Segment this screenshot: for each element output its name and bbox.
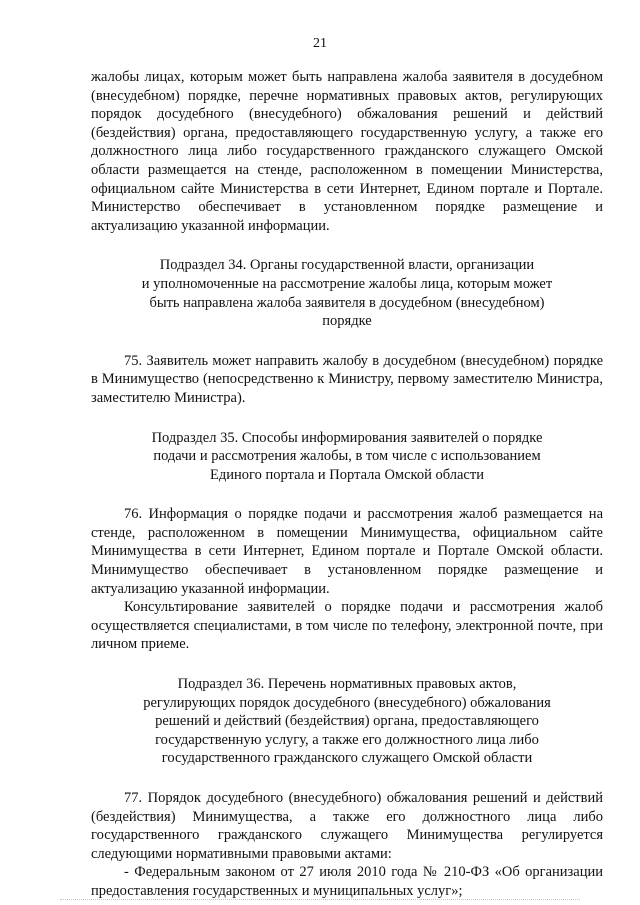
block-spacer xyxy=(91,484,603,505)
subsection-heading xyxy=(91,256,603,330)
heading-line: государственную услугу, а также его должностного лица либо xyxy=(155,731,539,748)
heading-line: Подраздел 34. Органы государственной власти, организации xyxy=(159,257,535,274)
block-spacer xyxy=(91,768,603,789)
body-paragraph: 77. Порядок досудебного (внесудебного) обжалования решений и действий (бездействия) Минимущества, а также его должностного лица либо государственного гражданского служащего Минимущества регулируется следующими нормативными правовыми актами: xyxy=(91,790,603,862)
heading-line: решений и действий (бездействия) органа, предоставляющего xyxy=(155,713,539,730)
heading-line: государственного гражданского служащего Омской области xyxy=(161,750,533,767)
heading-line: Подраздел 36. Перечень нормативных правовых актов, xyxy=(177,676,517,693)
heading-line: подачи и рассмотрения жалобы, в том числе с использованием xyxy=(153,448,541,465)
body-paragraph: 75. Заявитель может направить жалобу в досудебном (внесудебном) порядке в Минимущество (непосредственно к Министру, первому заместителю Министра, заместителю Министра). xyxy=(91,352,603,406)
subsection-heading xyxy=(91,429,603,485)
document-body xyxy=(91,68,603,901)
body-paragraph: - Федеральным законом от 27 июля 2010 года № 210-ФЗ «Об организации предоставления государственных и муниципальных услуг»; xyxy=(91,864,603,899)
heading-line: Подраздел 35. Способы информирования заявителей о порядке xyxy=(151,429,543,446)
page-number: 21 xyxy=(313,36,327,51)
body-paragraph: 76. Информация о порядке подачи и рассмотрения жалоб размещается на стенде, расположенном в помещении Минимущества, официальном сайте Минимущества в сети Интернет, Едином портале и Портале Омской области. Минимущество обеспечивает в установленном порядке размещение и актуализацию указанной информации. xyxy=(91,506,603,597)
block-spacer xyxy=(91,654,603,675)
subsection-heading xyxy=(91,675,603,768)
block-spacer xyxy=(91,331,603,352)
body-paragraph: Консультирование заявителей о порядке подачи и рассмотрения жалоб осуществляется специалистами, в том числе по телефону, электронной почте, при личном приеме. xyxy=(91,599,603,653)
scan-bottom-edge xyxy=(60,899,580,901)
heading-line: и уполномоченные на рассмотрение жалобы лица, которым может xyxy=(141,275,553,292)
block-spacer xyxy=(91,408,603,429)
heading-line: порядке xyxy=(322,313,372,330)
heading-line: Единого портала и Портала Омской области xyxy=(210,466,484,483)
body-paragraph: жалобы лицах, которым может быть направлена жалоба заявителя в досудебном (внесудебном) порядке, перечне нормативных правовых актов, регулирующих порядок досудебного (внесудебного) обжалования решений и действий (бездействия) органа, предоставляющего государственную услугу, а также его должностного лица либо государственного гражданского служащего Омской области размещается на стенде, расположенном в помещении Министерства, официальном сайте Министерства в сети Интернет, Едином портале и Портале. Министерство обеспечивает в установленном порядке размещение и актуализацию указанной информации. xyxy=(91,69,603,234)
heading-line: быть направлена жалоба заявителя в досудебном (внесудебном) xyxy=(149,294,545,311)
block-spacer xyxy=(91,235,603,256)
heading-line: регулирующих порядок досудебного (внесудебного) обжалования xyxy=(143,694,551,711)
